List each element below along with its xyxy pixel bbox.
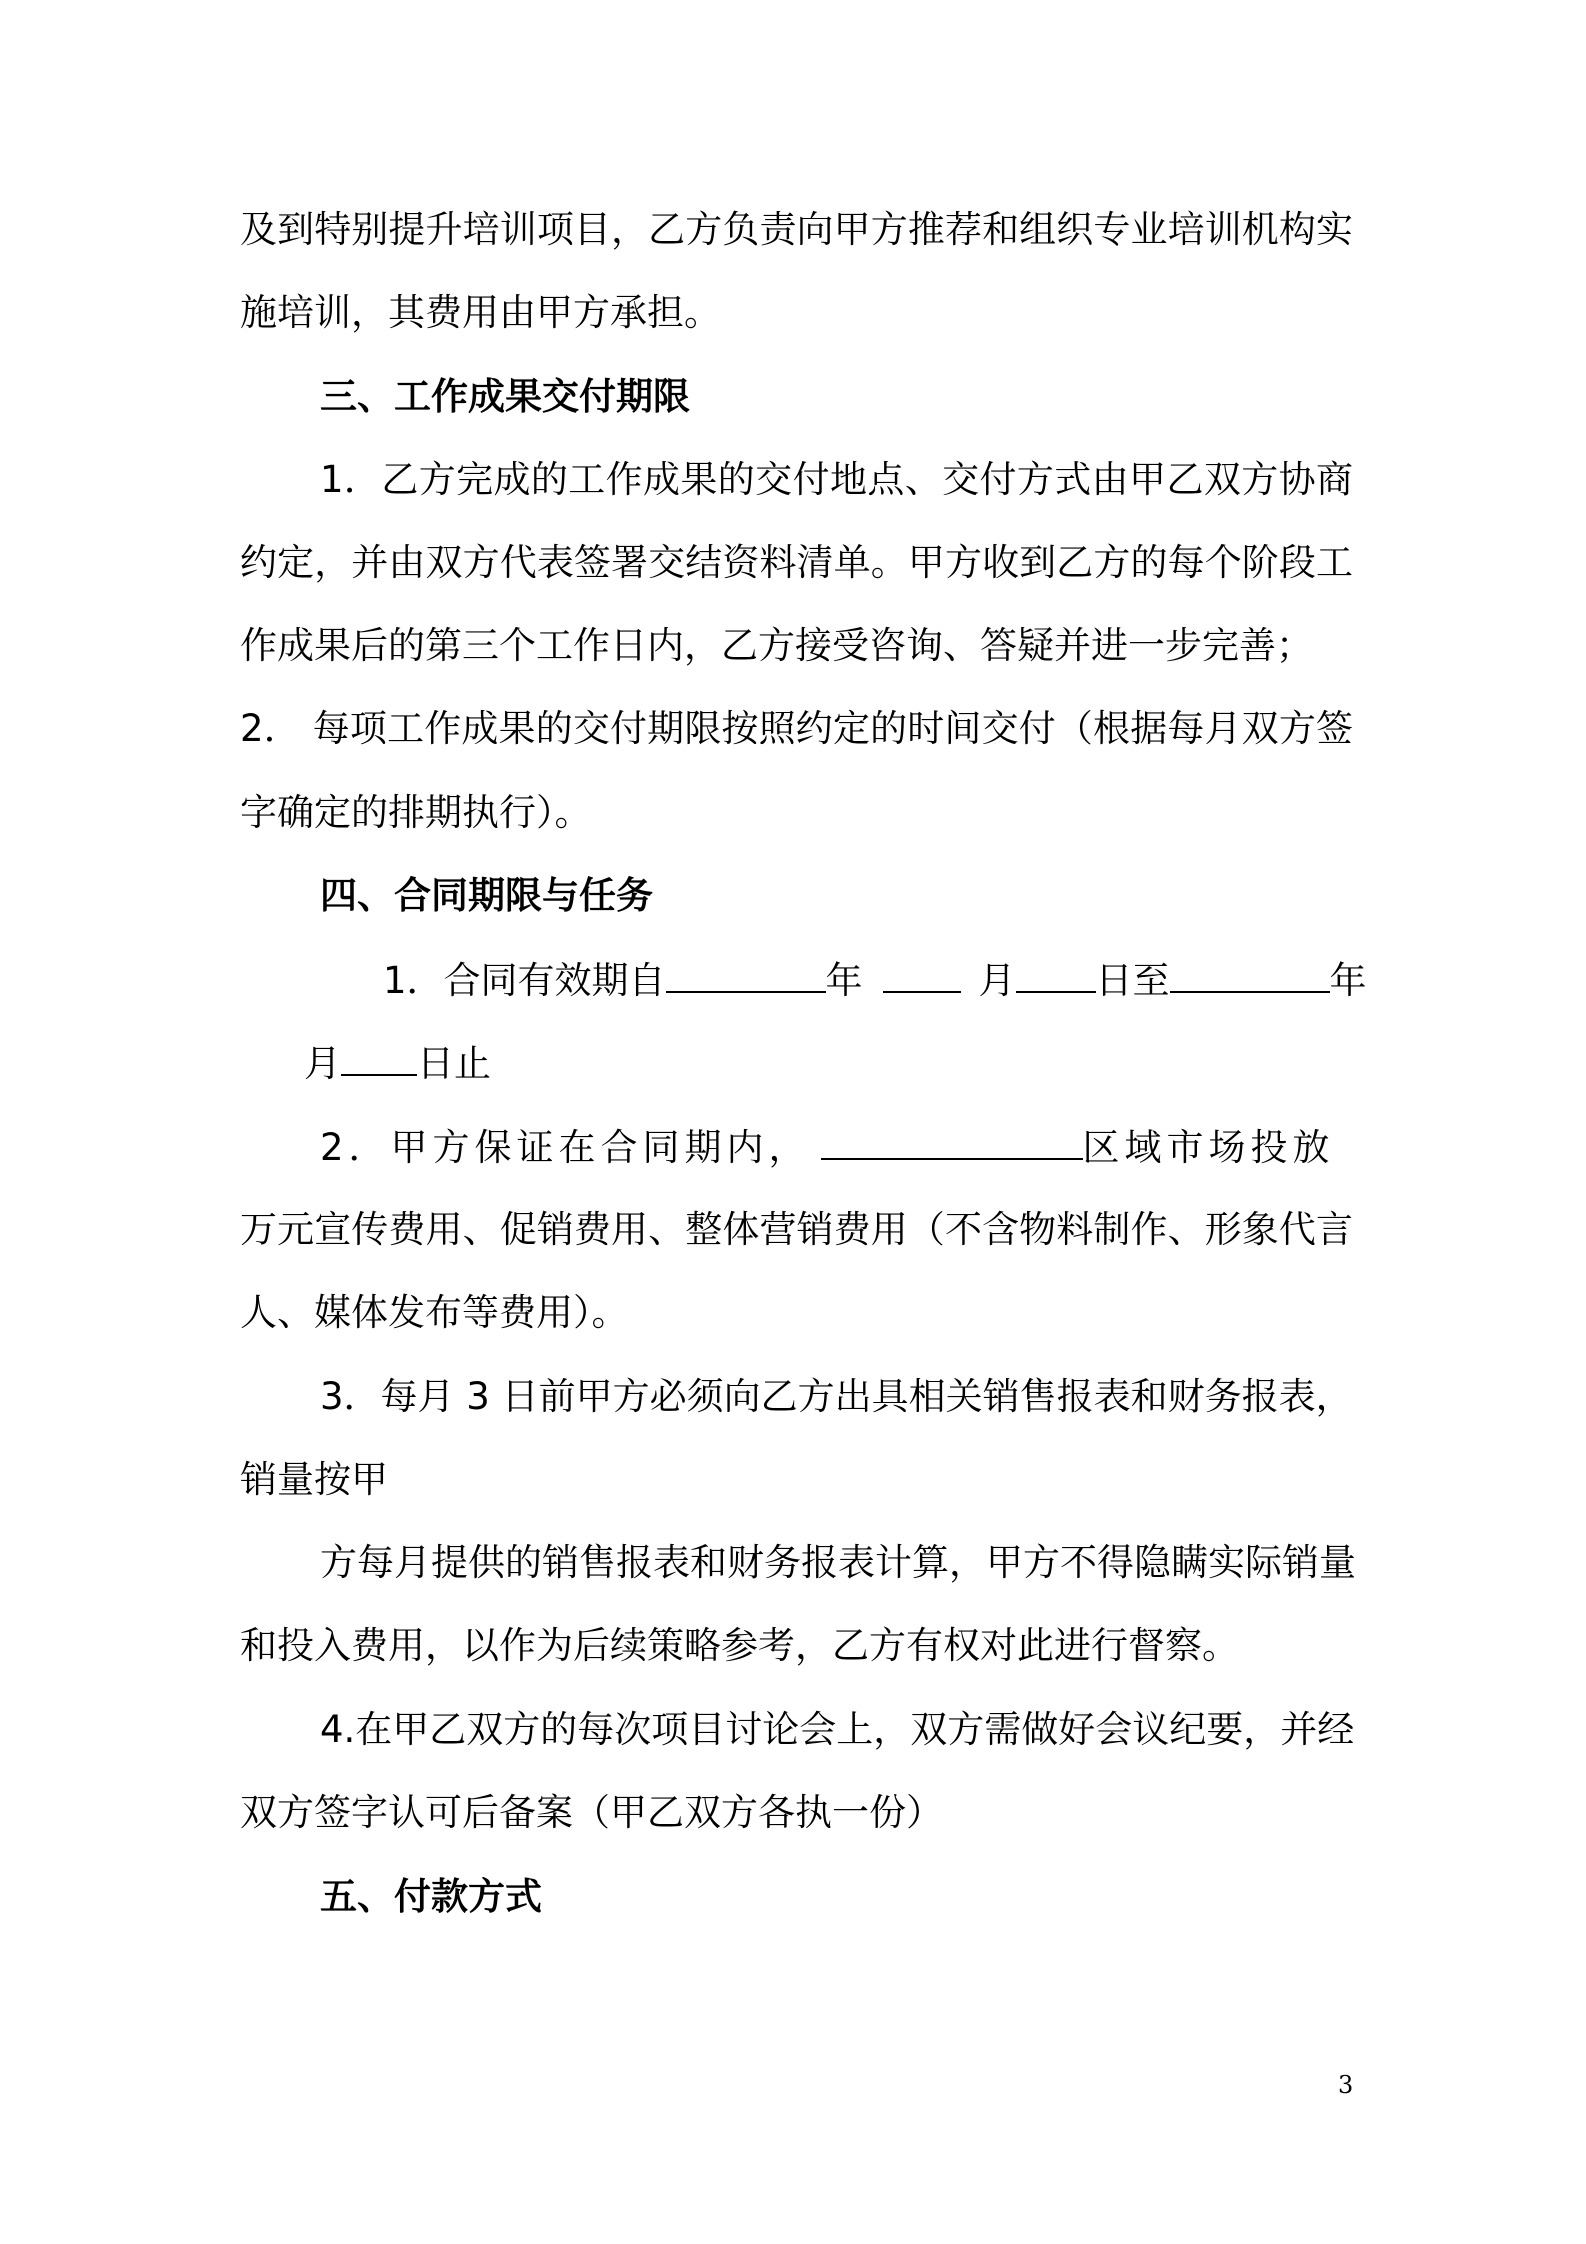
paragraph-line: 双方签字认可后备案（甲乙双方各执一份）	[240, 1791, 943, 1834]
paragraph-line: 万元宣传费用、促销费用、整体营销费用（不含物料制作、形象代言	[240, 1208, 1353, 1251]
start-day-blank[interactable]	[1016, 957, 1096, 993]
paragraph-line: 方每月提供的销售报表和财务报表计算，甲方不得隐瞒实际销量	[320, 1541, 1356, 1584]
term-label: 1．合同有效期自	[383, 959, 666, 1002]
end-label: 日止	[417, 1042, 491, 1085]
paragraph-line: 3．每月 3 日前甲方必须向乙方出具相关销售报表和财务报表，	[320, 1375, 1353, 1418]
paragraph-line: 及到特别提升培训项目，乙方负责向甲方推荐和组织专业培训机构实	[240, 208, 1353, 251]
month-label: 月	[978, 959, 1016, 1002]
guarantee-label: 2．甲方保证在合同期内，	[320, 1126, 811, 1169]
end-year-blank[interactable]	[1170, 957, 1330, 993]
region-blank[interactable]	[821, 1124, 1083, 1160]
section-heading-5: 五、付款方式	[320, 1875, 542, 1918]
month-label: 月	[304, 1042, 341, 1085]
paragraph-line: 2． 每项工作成果的交付期限按照约定的时间交付（根据每月双方签	[240, 707, 1353, 750]
contract-term-line-end	[304, 1040, 491, 1087]
start-month-blank[interactable]	[883, 957, 961, 993]
paragraph-line: 字确定的排期执行）。	[240, 791, 592, 834]
day-to-label: 日至	[1095, 959, 1170, 1002]
year-label: 年	[825, 959, 863, 1002]
start-year-blank[interactable]	[666, 957, 826, 993]
year-label: 年	[1329, 959, 1367, 1002]
contract-term-line	[383, 957, 1367, 1004]
page-number: 3	[1338, 2071, 1354, 2099]
paragraph-line: 约定，并由双方代表签署交结资料清单。甲方收到乙方的每个阶段工	[240, 541, 1353, 584]
paragraph-line: 1．乙方完成的工作成果的交付地点、交付方式由甲乙双方协商	[320, 458, 1353, 501]
paragraph-line: 4.在甲乙双方的每次项目讨论会上，双方需做好会议纪要，并经	[320, 1708, 1355, 1751]
paragraph-line: 销量按甲	[240, 1458, 388, 1501]
investment-line	[320, 1124, 1335, 1171]
paragraph-line: 施培训，其费用由甲方承担。	[240, 291, 721, 334]
end-month-blank[interactable]	[341, 1040, 417, 1076]
paragraph-line: 人、媒体发布等费用）。	[240, 1291, 629, 1334]
section-heading-4: 四、合同期限与任务	[320, 874, 653, 917]
paragraph-line: 和投入费用，以作为后续策略参考，乙方有权对此进行督察。	[240, 1624, 1239, 1667]
market-label: 区域市场投放	[1082, 1126, 1335, 1169]
paragraph-line: 作成果后的第三个工作日内，乙方接受咨询、答疑并进一步完善；	[240, 624, 1313, 667]
section-heading-3: 三、工作成果交付期限	[320, 375, 690, 418]
